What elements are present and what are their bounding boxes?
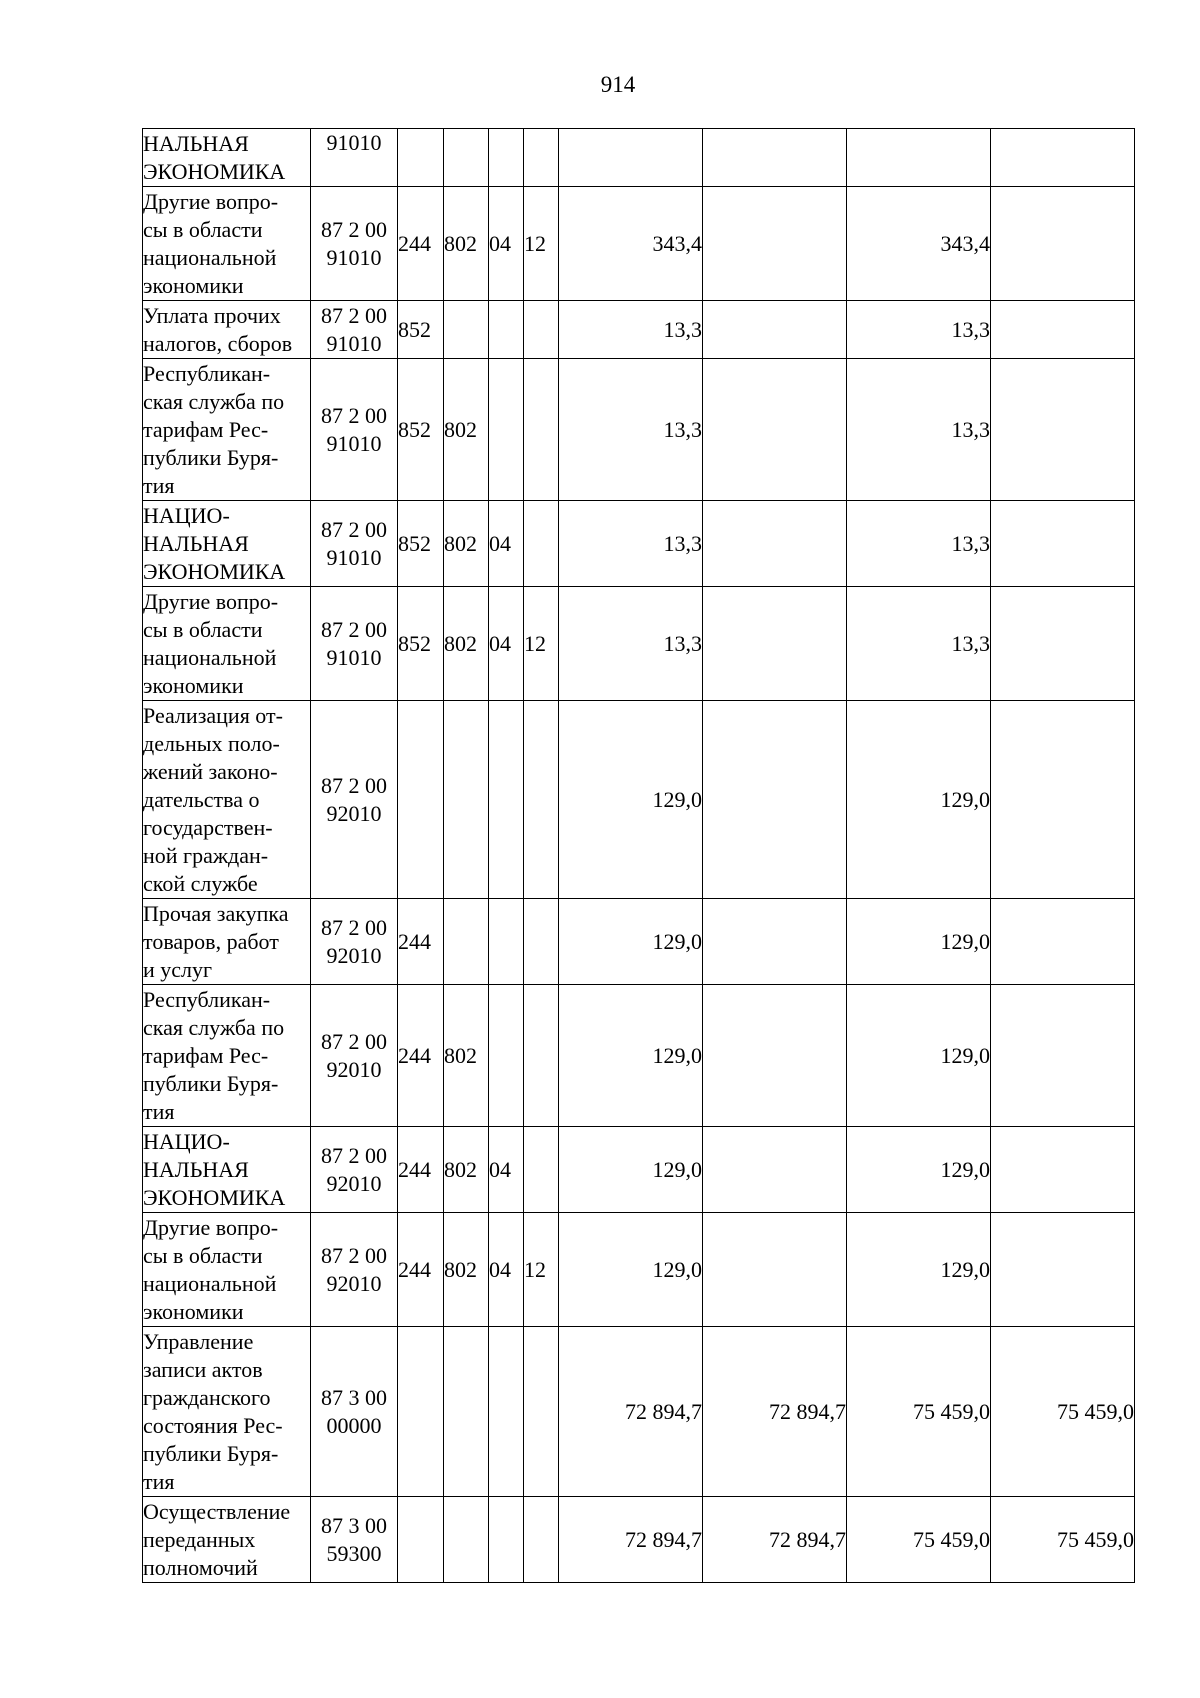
expense-type-cell: 852: [398, 587, 444, 701]
amount-3-cell: 13,3: [847, 301, 991, 359]
amount-3-cell: 129,0: [847, 1127, 991, 1213]
table-row: [143, 587, 1135, 701]
ministry-code-cell: 802: [444, 359, 489, 501]
subsection-cell: 12: [524, 187, 559, 301]
target-article-cell: 87 2 00 92010: [311, 701, 398, 899]
row-name-cell: НАЛЬНАЯ ЭКОНОМИКА: [143, 129, 311, 187]
target-article-cell: 87 3 00 00000: [311, 1327, 398, 1497]
amount-4-cell: 75 459,0: [991, 1327, 1135, 1497]
amount-1-cell: 13,3: [559, 359, 703, 501]
amount-4-cell: [991, 359, 1135, 501]
amount-4-cell: [991, 301, 1135, 359]
amount-1-cell: 72 894,7: [559, 1327, 703, 1497]
ministry-code-cell: 802: [444, 501, 489, 587]
ministry-code-cell: [444, 701, 489, 899]
amount-2-cell: [703, 701, 847, 899]
amount-3-cell: 343,4: [847, 187, 991, 301]
section-cell: [489, 899, 524, 985]
amount-3-cell: 13,3: [847, 359, 991, 501]
ministry-code-cell: [444, 899, 489, 985]
amount-4-cell: 75 459,0: [991, 1497, 1135, 1583]
amount-4-cell: [991, 899, 1135, 985]
row-name-cell: Другие вопро- сы в области национальной экономики: [143, 1213, 311, 1327]
ministry-code-cell: 802: [444, 985, 489, 1127]
section-cell: [489, 1327, 524, 1497]
expense-type-cell: [398, 129, 444, 187]
table-row: [143, 301, 1135, 359]
amount-4-cell: [991, 701, 1135, 899]
subsection-cell: [524, 701, 559, 899]
amount-4-cell: [991, 129, 1135, 187]
amount-1-cell: 129,0: [559, 899, 703, 985]
section-cell: 04: [489, 187, 524, 301]
target-article-cell: 87 3 00 59300: [311, 1497, 398, 1583]
section-cell: [489, 301, 524, 359]
table-row: [143, 1213, 1135, 1327]
ministry-code-cell: 802: [444, 587, 489, 701]
amount-3-cell: 129,0: [847, 899, 991, 985]
target-article-cell: 87 2 00 92010: [311, 1127, 398, 1213]
subsection-cell: 12: [524, 587, 559, 701]
amount-3-cell: 129,0: [847, 701, 991, 899]
page-number: 914: [600, 72, 636, 97]
subsection-cell: [524, 899, 559, 985]
expense-type-cell: 244: [398, 1213, 444, 1327]
amount-4-cell: [991, 1127, 1135, 1213]
ministry-code-cell: [444, 1497, 489, 1583]
amount-2-cell: [703, 1213, 847, 1327]
table-row: [143, 899, 1135, 985]
amount-2-cell: [703, 359, 847, 501]
subsection-cell: [524, 129, 559, 187]
row-name-cell: Уплата прочих налогов, сборов: [143, 301, 311, 359]
amount-2-cell: 72 894,7: [703, 1497, 847, 1583]
expense-type-cell: 244: [398, 985, 444, 1127]
subsection-cell: [524, 985, 559, 1127]
table-row: [143, 701, 1135, 899]
expense-type-cell: [398, 1497, 444, 1583]
amount-1-cell: 129,0: [559, 1127, 703, 1213]
section-cell: 04: [489, 501, 524, 587]
subsection-cell: [524, 1497, 559, 1583]
amount-4-cell: [991, 1213, 1135, 1327]
row-name-cell: Республикан- ская служба по тарифам Рес- публики Буря- тия: [143, 985, 311, 1127]
subsection-cell: [524, 301, 559, 359]
amount-4-cell: [991, 501, 1135, 587]
table-body: [143, 129, 1135, 1583]
target-article-cell: 87 2 00 91010: [311, 359, 398, 501]
amount-1-cell: 129,0: [559, 701, 703, 899]
section-cell: 04: [489, 587, 524, 701]
amount-1-cell: 72 894,7: [559, 1497, 703, 1583]
row-name-cell: Управление записи актов гражданского состояния Рес- публики Буря- тия: [143, 1327, 311, 1497]
amount-4-cell: [991, 985, 1135, 1127]
target-article-cell: 87 2 00 92010: [311, 1213, 398, 1327]
table-row: [143, 1327, 1135, 1497]
table-row: [143, 359, 1135, 501]
subsection-cell: [524, 359, 559, 501]
amount-1-cell: 129,0: [559, 985, 703, 1127]
table-row: [143, 187, 1135, 301]
target-article-cell: 91010: [311, 129, 398, 187]
subsection-cell: [524, 1127, 559, 1213]
row-name-cell: НАЦИО- НАЛЬНАЯ ЭКОНОМИКА: [143, 501, 311, 587]
amount-2-cell: [703, 301, 847, 359]
row-name-cell: Республикан- ская служба по тарифам Рес- публики Буря- тия: [143, 359, 311, 501]
amount-2-cell: [703, 501, 847, 587]
amount-1-cell: [559, 129, 703, 187]
section-cell: 04: [489, 1213, 524, 1327]
target-article-cell: 87 2 00 91010: [311, 587, 398, 701]
ministry-code-cell: [444, 301, 489, 359]
subsection-cell: 12: [524, 1213, 559, 1327]
row-name-cell: Прочая закупка товаров, работ и услуг: [143, 899, 311, 985]
ministry-code-cell: 802: [444, 1213, 489, 1327]
row-name-cell: Другие вопро- сы в области национальной экономики: [143, 187, 311, 301]
amount-4-cell: [991, 187, 1135, 301]
budget-table: [142, 128, 1135, 1583]
section-cell: [489, 1497, 524, 1583]
ministry-code-cell: [444, 129, 489, 187]
target-article-cell: 87 2 00 91010: [311, 301, 398, 359]
amount-2-cell: [703, 985, 847, 1127]
amount-4-cell: [991, 587, 1135, 701]
ministry-code-cell: 802: [444, 187, 489, 301]
amount-1-cell: 13,3: [559, 301, 703, 359]
expense-type-cell: [398, 701, 444, 899]
section-cell: [489, 985, 524, 1127]
section-cell: [489, 129, 524, 187]
section-cell: [489, 359, 524, 501]
amount-2-cell: 72 894,7: [703, 1327, 847, 1497]
expense-type-cell: 852: [398, 301, 444, 359]
amount-3-cell: 129,0: [847, 985, 991, 1127]
amount-1-cell: 129,0: [559, 1213, 703, 1327]
subsection-cell: [524, 1327, 559, 1497]
amount-3-cell: 75 459,0: [847, 1327, 991, 1497]
target-article-cell: 87 2 00 92010: [311, 899, 398, 985]
table-row: [143, 985, 1135, 1127]
table-row: [143, 1497, 1135, 1583]
amount-2-cell: [703, 587, 847, 701]
amount-3-cell: [847, 129, 991, 187]
ministry-code-cell: [444, 1327, 489, 1497]
table-row: [143, 129, 1135, 187]
amount-2-cell: [703, 899, 847, 985]
target-article-cell: 87 2 00 91010: [311, 501, 398, 587]
amount-1-cell: 13,3: [559, 501, 703, 587]
target-article-cell: 87 2 00 92010: [311, 985, 398, 1127]
section-cell: 04: [489, 1127, 524, 1213]
amount-3-cell: 75 459,0: [847, 1497, 991, 1583]
amount-2-cell: [703, 187, 847, 301]
expense-type-cell: [398, 1327, 444, 1497]
row-name-cell: Реализация от- дельных поло- жений законо- дательства о государствен- ной граждан- ской службе: [143, 701, 311, 899]
expense-type-cell: 244: [398, 1127, 444, 1213]
target-article-cell: 87 2 00 91010: [311, 187, 398, 301]
table-row: [143, 1127, 1135, 1213]
row-name-cell: Другие вопро- сы в области национальной экономики: [143, 587, 311, 701]
expense-type-cell: 852: [398, 501, 444, 587]
amount-2-cell: [703, 1127, 847, 1213]
expense-type-cell: 244: [398, 899, 444, 985]
ministry-code-cell: 802: [444, 1127, 489, 1213]
expense-type-cell: 244: [398, 187, 444, 301]
amount-3-cell: 13,3: [847, 587, 991, 701]
section-cell: [489, 701, 524, 899]
row-name-cell: Осуществление переданных полномочий: [143, 1497, 311, 1583]
subsection-cell: [524, 501, 559, 587]
expense-type-cell: 852: [398, 359, 444, 501]
amount-1-cell: 13,3: [559, 587, 703, 701]
amount-1-cell: 343,4: [559, 187, 703, 301]
amount-3-cell: 129,0: [847, 1213, 991, 1327]
row-name-cell: НАЦИО- НАЛЬНАЯ ЭКОНОМИКА: [143, 1127, 311, 1213]
table-row: [143, 501, 1135, 587]
amount-3-cell: 13,3: [847, 501, 991, 587]
amount-2-cell: [703, 129, 847, 187]
